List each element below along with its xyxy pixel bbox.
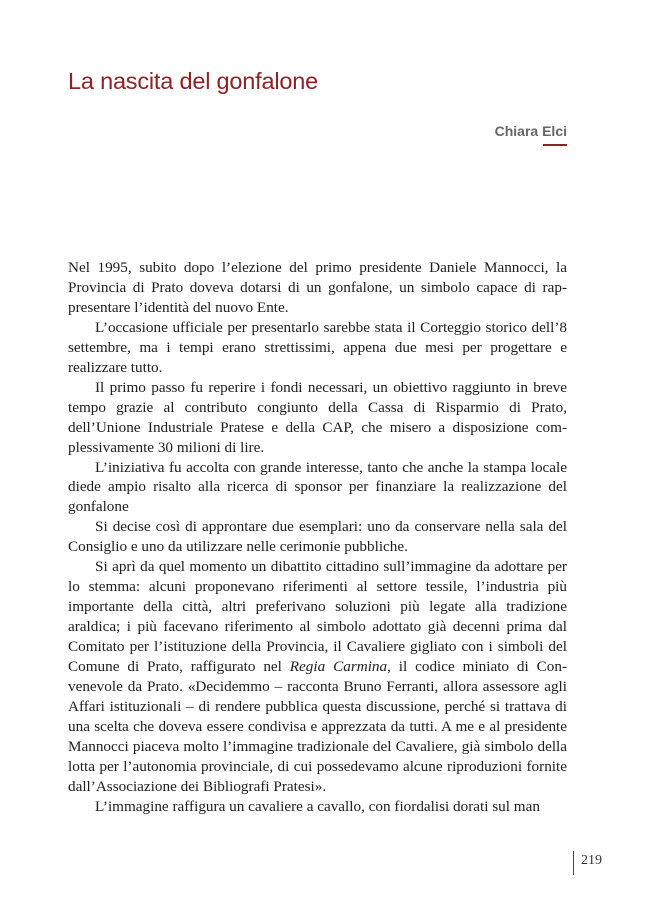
author-name: Chiara Elci	[494, 123, 567, 139]
paragraph-5: Si decise così di approntare due esemplari: uno da conservare nella sala del Consiglio e uno da utilizzare nelle cerimonie pubbliche.	[68, 518, 567, 556]
paragraph-2: L’occasione ufficiale per presentarlo sarebbe stata il Corteggio storico dell’8 settembre, ma i tempi erano strettissimi, appena due mesi per progettare e realizzare tutto.	[68, 318, 567, 376]
article-title: La nascita del gonfalone	[68, 68, 318, 94]
manuscript-title: Regia Carmina	[289, 658, 388, 676]
paragraph-7: L’immagine raffigura un cavaliere a cavallo, con fiordalisi dorati sul man	[95, 797, 540, 815]
article-body	[68, 258, 567, 817]
author-underline	[543, 144, 567, 146]
page-number: 219	[581, 853, 602, 868]
paragraph-6	[68, 557, 567, 796]
page-number-divider	[573, 851, 574, 875]
paragraph-1: Nel 1995, subito dopo l’elezione del primo presidente Daniele Mannocci, la Provincia di Prato doveva dotarsi di un gonfalone, un simbolo capace di rappresentare l’identità del nuovo Ente.	[68, 259, 567, 316]
paragraph-4: L’iniziativa fu accolta con grande interesse, tanto che anche la stampa locale diede ampio risalto alla ricerca di sponsor per finanziare la realizzazione del gonfalone	[68, 458, 567, 516]
paragraph-6-text-before: Si aprì da quel momento un dibattito cittadino sull’immagine da adottare per lo stemma: alcuni proponevano riferimenti al settore tessile, l’industria più importante della città, altri preferivano soluzioni più legate alla tradizione araldica; i più facevano riferimento al simbolo adottato già decenni prima dal Comitato per l’istituzione della Provincia, il Cavaliere gigliato con i simboli del Comune di Prato, raffigurato nel	[68, 558, 567, 676]
paragraph-3: Il primo passo fu reperire i fondi necessari, un obiettivo raggiunto in breve tempo grazie al contributo congiunto della Cassa di Risparmio di Prato, dell’Unione Industriale Pratese e della CAP, che misero a disposizione complessivamente 30 milioni di lire.	[68, 378, 567, 456]
paragraph-6-text-after: , il codice miniato di Convenevole da Prato. «Decidemmo – racconta Bruno Ferranti, allora assessore agli Affari istituzionali – di rendere pubblica questa discussione, perché si trattava di una scelta che doveva essere condivisa e apprezzata da tutti. A me e al presidente Mannocci piaceva molto l’immagine tradizionale del Cavaliere, già simbolo della lotta per l’autonomia provinciale, di cui possedevamo alcune riproduzioni fornite dall’Associazione dei Bibliografi Pratesi».	[68, 658, 567, 795]
